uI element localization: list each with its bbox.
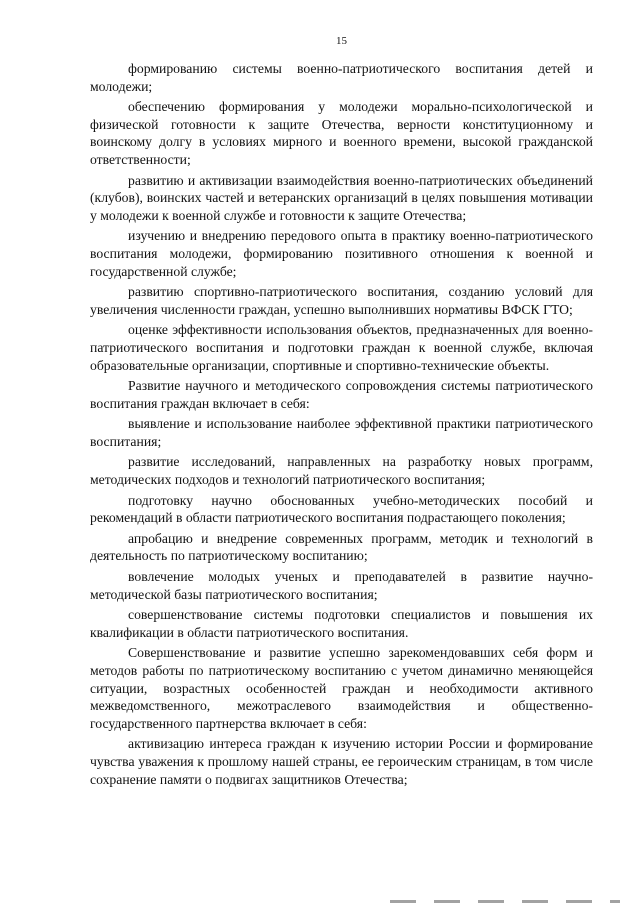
- paragraph: развитие исследований, направленных на разработку новых программ, методических подходов и технологий патриотического воспитания;: [90, 454, 593, 488]
- paragraph: подготовку научно обоснованных учебно-методических пособий и рекомендаций в области патриотического воспитания подрастающего поколения;: [90, 492, 593, 526]
- paragraph: формированию системы военно-патриотического воспитания детей и молодежи;: [90, 61, 593, 94]
- paragraph: изучению и внедрению передового опыта в практику военно-патриотического воспитания молодежи, формированию позитивного отношения к военной и государственной службе;: [90, 228, 593, 279]
- paragraph: Совершенствование и развитие успешно зарекомендовавших себя форм и методов работы по патриотическому воспитанию с учетом динамично меняющейся ситуации, возрастных особенностей граждан и необходимости активного межведомственного, межотраслевого взаимодействия и общественно-государственного партнерства включает в себя:: [90, 645, 593, 731]
- paragraph: вовлечение молодых ученых и преподавателей в развитие научно-методической базы патриотического воспитания;: [90, 569, 593, 602]
- page-number: 15: [336, 35, 347, 47]
- paragraph: развитию и активизации взаимодействия военно-патриотических объединений (клубов), воинских частей и ветеранских организаций в целях повышения мотивации у молодежи к военной службе и готовности к защите Отечества;: [90, 172, 593, 223]
- paragraph: активизацию интереса граждан к изучению истории России и формирование чувства уважения к прошлому нашей страны, ее героическим страницам, в том числе сохранение памяти о подвигах защитников Отечества;: [90, 736, 593, 787]
- scan-artifact: [390, 900, 620, 903]
- paragraph: оценке эффективности использования объектов, предназначенных для военно-патриотического воспитания и подготовки граждан к военной службе, включая образовательные организации, спортивные и спортивно-технические объекты.: [90, 322, 593, 373]
- paragraph: выявление и использование наиболее эффективной практики патриотического воспитания;: [90, 416, 593, 449]
- paragraph: апробацию и внедрение современных программ, методик и технологий в деятельность по патриотическому воспитанию;: [90, 530, 593, 564]
- paragraph: обеспечению формирования у молодежи морально-психологической и физической готовности к защите Отечества, верности конституционному и воинскому долгу в условиях мирного и военного времени, высокой гражданской ответственности;: [90, 99, 593, 167]
- paragraph: совершенствование системы подготовки специалистов и повышения их квалификации в области патриотического воспитания.: [90, 607, 593, 640]
- paragraph: Развитие научного и методического сопровождения системы патриотического воспитания граждан включает в себя:: [90, 378, 593, 411]
- paragraph: развитию спортивно-патриотического воспитания, созданию условий для увеличения численности граждан, успешно выполнивших нормативы ВФСК ГТО;: [90, 284, 593, 317]
